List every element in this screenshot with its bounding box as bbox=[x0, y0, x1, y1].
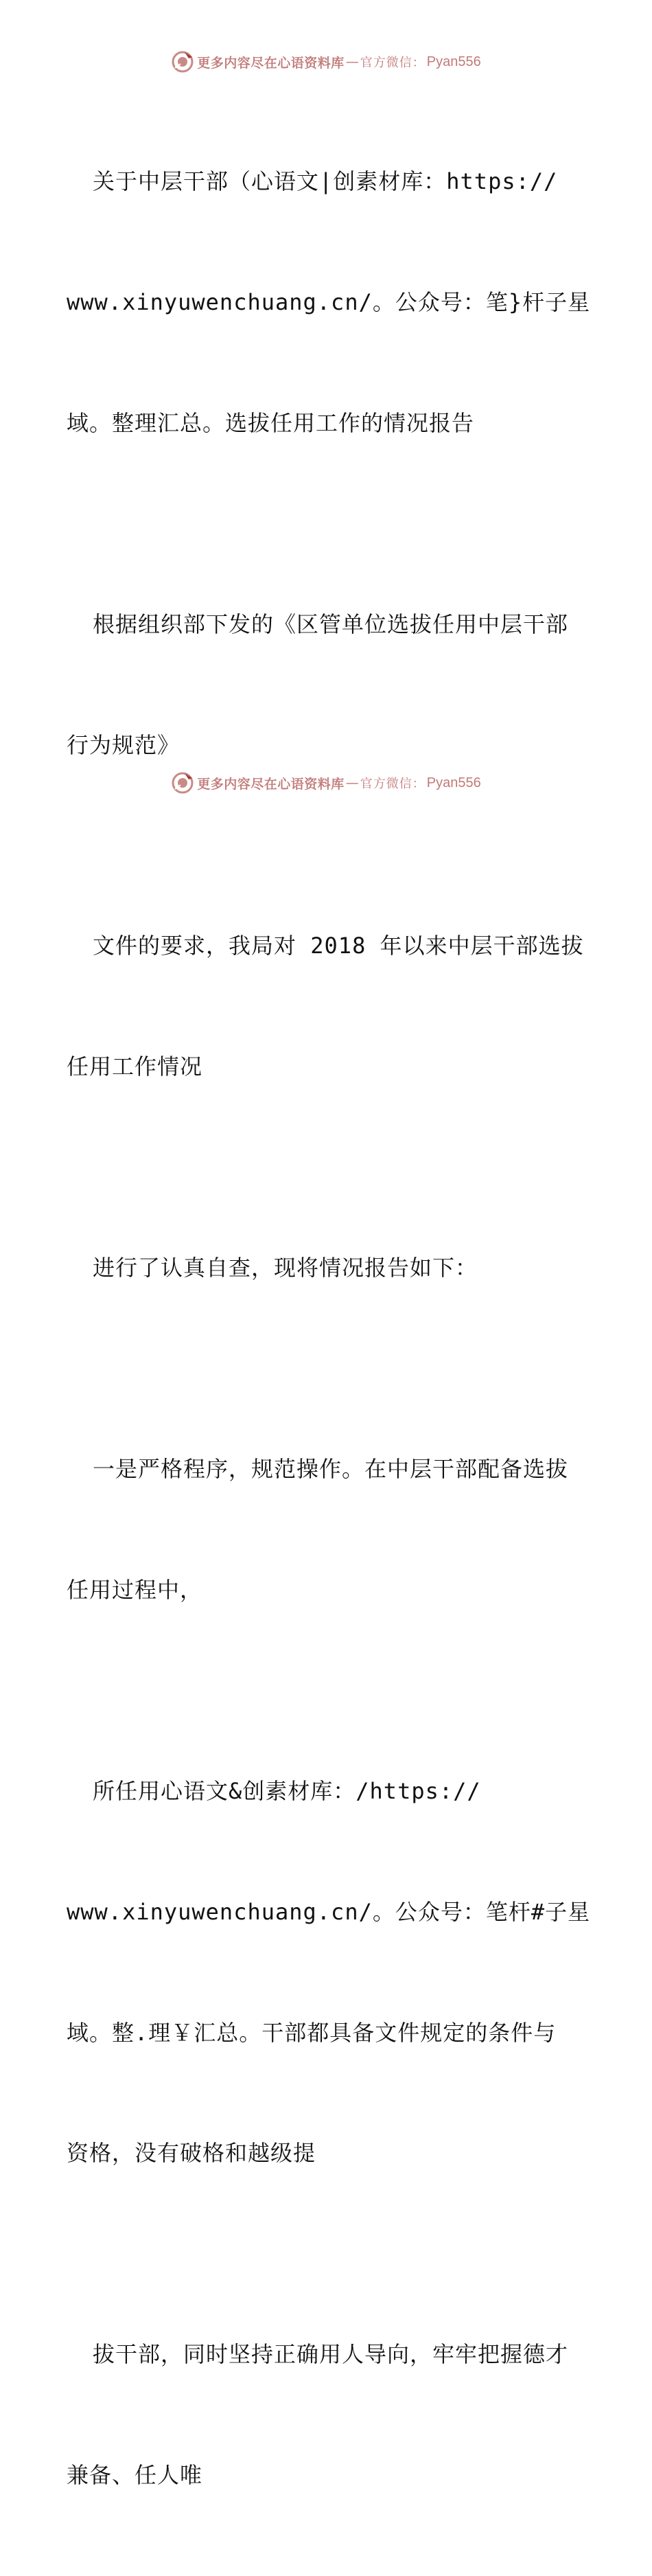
header-dash: — bbox=[345, 54, 359, 69]
brand-logo-icon bbox=[171, 50, 194, 73]
text-line: 进行了认真自查，现将情况报告如下： bbox=[93, 1255, 478, 1281]
text-line: 资格，没有破格和越级提 bbox=[67, 2140, 316, 2167]
text-line: 域。整.理￥汇总。干部都具备文件规定的条件与 bbox=[67, 2019, 557, 2046]
header-watermark bbox=[0, 48, 652, 76]
header-wechat-label: 官方微信： bbox=[360, 56, 426, 70]
paragraph bbox=[67, 845, 595, 1167]
document-body bbox=[67, 81, 595, 2576]
text-line: 拔干部，同时坚持正确用人导向，牢牢把握德才 bbox=[93, 2341, 569, 2368]
text-line: 任用工作情况 bbox=[67, 1053, 203, 1080]
paragraph bbox=[67, 81, 595, 524]
paragraph bbox=[67, 1369, 595, 1691]
footer-watermark bbox=[0, 769, 652, 797]
text-line: 域。整理汇总。选拔任用工作的情况报告 bbox=[67, 409, 475, 436]
text-line: 文件的要求，我局对 2018 年以来中层干部选拔 bbox=[93, 933, 584, 959]
text-line: 关于中层干部（心语文|创素材库：https:// bbox=[93, 168, 558, 195]
text-line: 所任用心语文&创素材库：/https:// bbox=[93, 1777, 481, 1804]
text-line: 兼备、任人唯 bbox=[67, 2462, 203, 2489]
footer-wechat-id: Pyan556 bbox=[426, 775, 481, 790]
paragraph bbox=[67, 1691, 595, 2254]
text-line: 任用过程中， bbox=[67, 1576, 203, 1603]
text-line: 根据组织部下发的《区管单位选拔任用中层干部 bbox=[93, 611, 569, 637]
footer-wechat-label: 官方微信： bbox=[360, 777, 426, 791]
text-line: www.xinyuwenchuang.cn/。公众号：笔杆#子星 bbox=[67, 1898, 591, 1925]
text-line: 一是严格程序，规范操作。在中层干部配备选拔 bbox=[93, 1456, 569, 1483]
footer-dash: — bbox=[345, 775, 359, 790]
header-promo-text: 更多内容尽在心语资料库 bbox=[197, 55, 345, 71]
paragraph bbox=[67, 524, 595, 846]
paragraph bbox=[67, 1167, 595, 1369]
footer-promo-text: 更多内容尽在心语资料库 bbox=[197, 776, 345, 792]
paragraph bbox=[67, 2254, 595, 2576]
brand-logo-icon bbox=[171, 771, 194, 795]
text-line: 行为规范》 bbox=[67, 731, 181, 758]
text-line: www.xinyuwenchuang.cn/。公众号：笔}杆子星 bbox=[67, 288, 591, 315]
header-wechat-id: Pyan556 bbox=[426, 54, 481, 69]
